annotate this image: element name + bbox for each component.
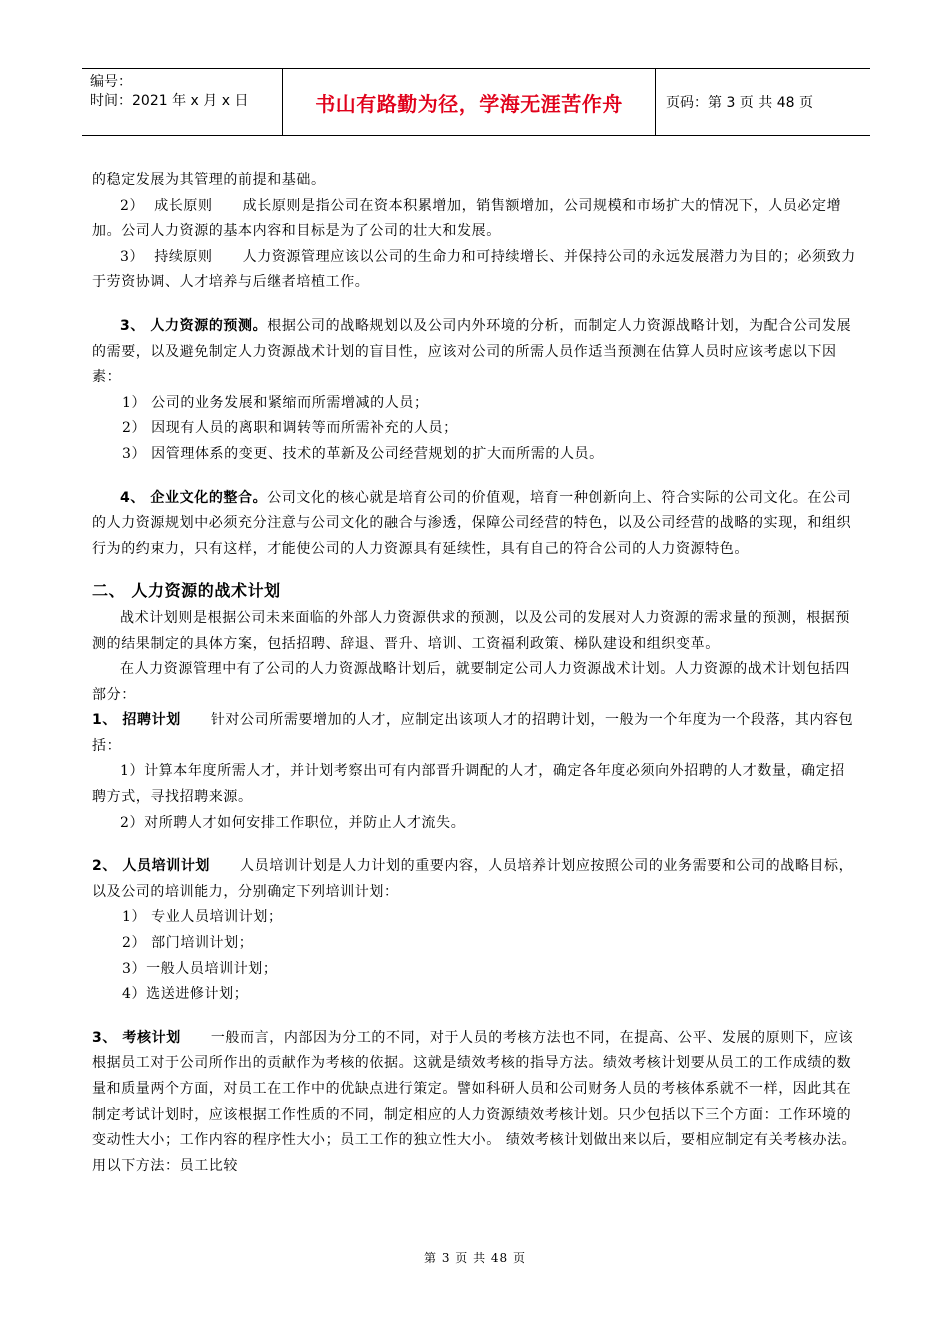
header-meta bbox=[82, 69, 283, 135]
principle-growth bbox=[92, 194, 858, 245]
header-motto: 书山有路勤为径，学海无涯苦作舟 bbox=[283, 69, 656, 135]
page-header bbox=[82, 68, 870, 136]
principle-text: 人力资源管理应该以公司的生命力和可持续增长、并保持公司的永远发展潜力为目的；必须致力于劳资协调、人才培养与后继者培植工作。 bbox=[92, 248, 856, 291]
section-text: 根据公司的战略规划以及公司内外环境的分析，而制定人力资源战略计划，为配合公司发展的需要，以及避免制定人力资源战术计划的盲目性，应该对公司的所需人员作适当预测在估算人员时应该考虑以下因素： bbox=[92, 317, 852, 386]
header-page-info: 页码：第 3 页 共 48 页 bbox=[666, 95, 813, 111]
principle-sustain bbox=[92, 245, 858, 296]
item-number: 2） bbox=[120, 197, 145, 214]
section-forecast bbox=[92, 314, 858, 391]
paragraph: 在人力资源管理中有了公司的人力资源战略计划后，就要制定公司人力资源战术计划。人力资源的战术计划包括四部分： bbox=[92, 661, 850, 703]
recruit-plan bbox=[92, 708, 858, 759]
principle-term: 成长原则 bbox=[154, 197, 213, 214]
list-item: 1）计算本年度所需人才，并计划考察出可有内部晋升调配的人才，确定各年度必须向外招聘的人才数量，确定招聘方式，寻找招聘来源。 bbox=[92, 763, 845, 806]
plan-text: 一般而言，内部因为分工的不同，对于人员的考核方法也不同，在提高、公平、发展的原则下，应该根据员工对于公司所作出的贡献作为考核的依据。这就是绩效考核的指导方法。绩效考核计划要从员工的工作成绩的数量和质量两个方面，对员工在工作中的优缺点进行策定。譬如科研人员和公司财务人员的考核体系就不一样，因此其在制定考试计划时，应该根据工作性质的不同，制定相应的人力资源绩效考核计划。只少包括以下三个方面：工作环境的变动性大小；工作内容的程序性大小；员工工作的独立性大小。 绩效考核计划做出来以后，要相应制定有关考核办法。用以下方法：员工比较 bbox=[92, 1029, 857, 1174]
training-plan bbox=[92, 854, 858, 905]
section-title: 4、 企业文化的整合。 bbox=[120, 489, 268, 506]
principle-term: 持续原则 bbox=[154, 248, 213, 265]
plan-title: 3、 考核计划 bbox=[92, 1029, 181, 1046]
list-item: 1） 公司的业务发展和紧缩而所需增减的人员； bbox=[122, 394, 429, 411]
list-item: 3）一般人员培训计划； bbox=[122, 960, 278, 977]
principle-text: 成长原则是指公司在资本积累增加，销售额增加，公司规模和市场扩大的情况下，人员必定增加。公司人力资源的基本内容和目标是为了公司的壮大和发展。 bbox=[92, 197, 842, 240]
appraisal-plan bbox=[92, 1026, 858, 1180]
list-item: 1） 专业人员培训计划； bbox=[122, 909, 283, 926]
plan-title: 1、 招聘计划 bbox=[92, 712, 181, 729]
section-culture bbox=[92, 486, 858, 563]
section-text: 公司文化的核心就是培育公司的价值观，培育一种创新向上、符合实际的公司文化。在公司的人力资源规划中必须充分注意与公司文化的融合与渗透，保障公司经营的特色，以及公司经营的战略的实现，和组织行为的约束力，只有这样，才能使公司的人力资源具有延续性，具有自己的符合公司的人力资源特色。 bbox=[92, 489, 852, 557]
list-item: 4）选送进修计划； bbox=[122, 986, 249, 1003]
section-title: 3、 人力资源的预测。 bbox=[120, 317, 268, 334]
list-item: 3） 因管理体系的变更、技术的革新及公司经营规划的扩大而所需的人员。 bbox=[122, 445, 604, 462]
plan-title: 2、 人员培训计划 bbox=[92, 858, 211, 875]
paragraph: 的稳定发展为其管理的前提和基础。 bbox=[92, 172, 326, 188]
document-body bbox=[92, 168, 858, 1179]
serial-number-label: 编号： bbox=[90, 74, 132, 90]
plan-text: 针对公司所需要增加的人才，应制定出该项人才的招聘计划，一般为一个年度为一个段落，其内容包括： bbox=[92, 712, 854, 754]
paragraph: 战术计划则是根据公司未来面临的外部人力资源供求的预测，以及公司的发展对人力资源的需求量的预测，根据预测的结果制定的具体方案，包括招聘、辞退、晋升、培训、工资福利政策、梯队建设和组织变革。 bbox=[92, 609, 850, 652]
plan-text: 人员培训计划是人力计划的重要内容，人员培养计划应按照公司的业务需要和公司的战略目标，以及公司的培训能力，分别确定下列培训计划： bbox=[92, 858, 854, 900]
list-item: 2）对所聘人才如何安排工作职位，并防止人才流失。 bbox=[120, 814, 466, 831]
date-label: 时间：2021 年 x 月 x 日 bbox=[90, 93, 249, 109]
page-footer: 第 3 页 共 48 页 bbox=[424, 1251, 526, 1265]
section-heading: 二、 人力资源的战术计划 bbox=[92, 581, 281, 601]
list-item: 2） 部门培训计划； bbox=[122, 935, 254, 952]
list-item: 2） 因现有人员的离职和调转等而所需补充的人员； bbox=[122, 420, 458, 437]
item-number: 3） bbox=[120, 248, 145, 265]
